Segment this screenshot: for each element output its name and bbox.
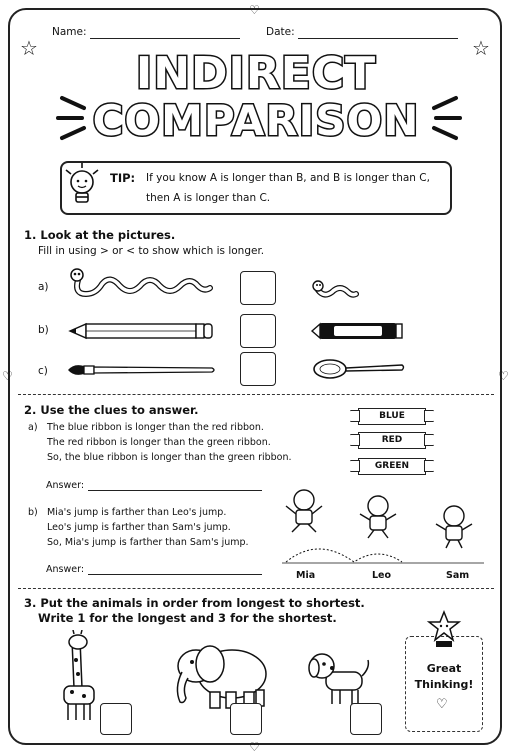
tip-box (60, 161, 452, 215)
q2b-line3: So, Mia's jump is farther than Sam's jump. (47, 537, 249, 548)
q1-instruction: Fill in using > or < to show which is longer. (38, 245, 265, 257)
q1b-label: b) (38, 324, 49, 336)
q2b-line1: Mia's jump is farther than Leo's jump. (47, 507, 227, 518)
heart-icon: ♡ (249, 3, 260, 17)
q2b-label: b) (28, 507, 38, 518)
kids-jumping-illustration (278, 486, 488, 568)
long-snake-icon (64, 266, 214, 302)
giraffe-icon (50, 630, 104, 722)
dog-answer-box[interactable] (350, 703, 382, 735)
kid-name-leo: Leo (372, 570, 392, 581)
q1c-label: c) (38, 365, 48, 377)
star-icon: ☆ (20, 36, 38, 60)
ribbon-blue: BLUE (358, 408, 426, 425)
trophy-star-icon (424, 610, 464, 648)
q2a-line1: The blue ribbon is longer than the red ribbon. (47, 422, 264, 433)
q2b-answer-label: Answer: (46, 564, 85, 575)
giraffe-answer-box[interactable] (100, 703, 132, 735)
title-line2: COMPARISON (92, 96, 420, 145)
ribbon-green: GREEN (358, 458, 426, 475)
q2b-line2: Leo's jump is farther than Sam's jump. (47, 522, 231, 533)
tip-line2: then A is longer than C. (146, 192, 271, 204)
answer-box-a[interactable] (240, 271, 276, 305)
answer-box-b[interactable] (240, 314, 276, 348)
lightbulb-icon (62, 160, 102, 216)
name-field[interactable] (90, 38, 240, 39)
q2a-label: a) (28, 422, 38, 433)
star-icon: ☆ (472, 36, 490, 60)
dog-icon (304, 646, 374, 708)
elephant-answer-box[interactable] (230, 703, 262, 735)
q1a-label: a) (38, 281, 49, 293)
q2-heading: 2. Use the clues to answer. (24, 403, 199, 417)
section-divider (18, 588, 494, 589)
sparkle-icon (52, 92, 92, 142)
elephant-icon (166, 636, 276, 712)
tip-line1: If you know A is longer than B, and B is longer than C, (146, 172, 430, 184)
heart-icon: ♡ (498, 369, 509, 383)
q2b-answer-field[interactable] (88, 574, 262, 575)
q2a-line3: So, the blue ribbon is longer than the green ribbon. (47, 452, 292, 463)
heart-icon: ♡ (2, 369, 13, 383)
sparkle-icon (426, 92, 466, 142)
badge-line1: Great (426, 662, 462, 675)
crayon-icon (310, 320, 404, 342)
q2a-answer-field[interactable] (88, 490, 262, 491)
short-worm-icon (310, 278, 360, 302)
q3-heading2: Write 1 for the longest and 3 for the shortest. (38, 611, 337, 625)
date-field[interactable] (298, 38, 458, 39)
q2a-line2: The red ribbon is longer than the green ribbon. (47, 437, 271, 448)
badge-line2: Thinking! (414, 678, 474, 691)
heart-icon: ♡ (249, 740, 260, 754)
q1-heading: 1. Look at the pictures. (24, 228, 176, 242)
kid-name-sam: Sam (446, 570, 470, 581)
paintbrush-icon (66, 360, 218, 380)
ribbon-red: RED (358, 432, 426, 449)
heart-icon: ♡ (436, 697, 448, 712)
q2a-answer-label: Answer: (46, 480, 85, 491)
kid-name-mia: Mia (296, 570, 316, 581)
date-label: Date: (266, 26, 295, 38)
answer-box-c[interactable] (240, 352, 276, 386)
pencil-icon (66, 322, 216, 340)
tip-label: TIP: (110, 171, 136, 185)
q3-heading1: 3. Put the animals in order from longest to shortest. (24, 596, 365, 610)
section-divider (18, 394, 494, 395)
name-label: Name: (52, 26, 87, 38)
spoon-icon (310, 356, 406, 382)
title-line1: INDIRECT (135, 48, 377, 99)
